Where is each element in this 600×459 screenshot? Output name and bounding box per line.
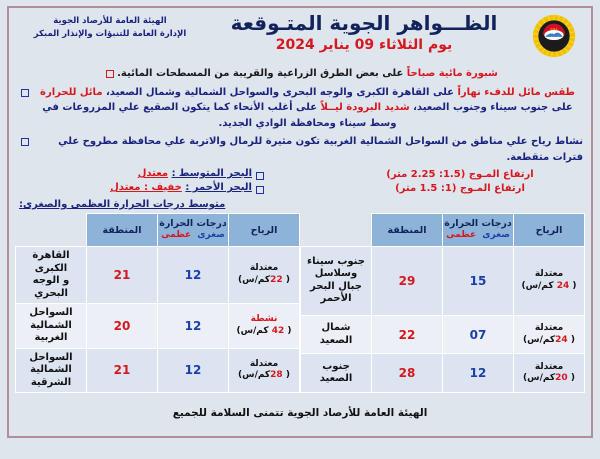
temperature-table-caption: متوسط درجات الحرارة العظمى والصغرى: — [19, 199, 226, 210]
min-temp-cell: 12 — [158, 348, 229, 393]
page-title: الظـــواهر الجوية المتـوقعة — [230, 11, 498, 35]
header — [9, 8, 591, 64]
wind-speed: ( 42 كم/س) — [236, 325, 292, 336]
region-cell: جنوب الصعيد — [301, 354, 372, 393]
temperature-tables — [9, 213, 591, 393]
wind-speed-value: 22 — [270, 275, 283, 285]
wind-speed: ( 22كم/س) — [238, 275, 290, 285]
table-row — [16, 247, 300, 304]
forecast-bullet-wind — [17, 134, 583, 165]
header-max-label: عظمى — [161, 229, 192, 240]
wind-state: معتدلة — [249, 263, 279, 274]
table-row — [301, 247, 585, 316]
bullet-square-icon — [256, 172, 264, 180]
svg-text:EMA: EMA — [550, 27, 558, 32]
wind-bullet-text — [32, 134, 583, 165]
forecast-bullet-temperature — [17, 85, 583, 132]
header-temps — [443, 214, 514, 247]
header-wind: الرياح — [514, 214, 585, 247]
wind-speed: ( 24 كم/س) — [521, 280, 577, 291]
table-head — [301, 214, 585, 247]
max-temp-cell: 29 — [372, 247, 443, 316]
table-header-row — [16, 214, 300, 247]
egypt-meteorological-authority-logo-icon — [531, 13, 577, 59]
header-min-label: صغرى — [197, 229, 225, 240]
header-temps-label: درجات الحرارة — [444, 218, 512, 230]
header-min-label: صغرى — [482, 229, 510, 240]
region-cell: السواحل الشمالية الغربية — [16, 304, 87, 349]
max-temp-cell: 22 — [372, 315, 443, 354]
min-temp-cell: 07 — [443, 315, 514, 354]
bullet-segment: نشاط رياح علي مناطق من السواحل الشمالية الغربية تكون مثيرة للرمال والاتربة علي محافظة مطروح علي فترات متقطعة. — [58, 136, 583, 163]
logo-container — [523, 11, 585, 59]
wind-speed-value: 20 — [555, 373, 568, 384]
agency-department: الإدارة العامة للتنبؤات والإنذار المبكر — [33, 28, 187, 39]
header-temps-sub — [443, 231, 513, 241]
bulletin-date: يوم الثلاثاء 09 يناير 2024 — [275, 37, 453, 53]
region-cell: شمال الصعيد — [301, 315, 372, 354]
bullet-square-icon — [21, 138, 29, 146]
red-sea-label — [110, 182, 252, 193]
mediterranean-name: البحر المتوسط : — [171, 168, 252, 179]
bullet-square-icon — [256, 186, 264, 194]
wind-cell — [229, 348, 300, 393]
bullet-segment: على بعض الطرق الزراعية والقريبة من المسطحات المائية. — [117, 68, 407, 79]
wind-cell — [514, 247, 585, 316]
bullet-segment: شديد البرودة ليــلاً — [320, 102, 410, 113]
wind-cell — [229, 247, 300, 304]
sea-conditions — [9, 168, 591, 194]
wind-speed: ( 24كم/س) — [523, 334, 575, 345]
bullet-segment: طقس مائل للدفء نهاراً — [457, 86, 575, 98]
wind-state: معتدلة — [534, 361, 564, 372]
bullet-segment: على القاهرة الكبرى والوجه البحرى والسواحل الشمالية وشمال الصعيد، — [102, 86, 458, 98]
fog-bullet-text — [117, 66, 498, 82]
forecast-bullet-fog — [17, 66, 583, 82]
agency-identity — [15, 11, 205, 41]
header-region: المنطقة — [87, 214, 158, 247]
red-sea-wave-height: ارتفاع المـوج (1: 1.5 متر) — [395, 182, 525, 194]
mediterranean-label-group — [17, 168, 267, 180]
mediterranean-wave-height: ارتفاع المـوج (1.5: 2.25 متر) — [386, 168, 534, 180]
table-row — [16, 304, 300, 349]
title-block — [205, 11, 523, 54]
header-wind: الرياح — [229, 214, 300, 247]
wind-cell — [514, 315, 585, 354]
table-row — [301, 354, 585, 393]
wind-speed-value: 24 — [555, 334, 568, 345]
min-temp-cell: 15 — [443, 247, 514, 316]
table-row — [301, 315, 585, 354]
temperature-bullet-text — [32, 85, 583, 132]
mediterranean-state: معتدل — [137, 168, 169, 179]
max-temp-cell: 20 — [87, 304, 158, 349]
min-temp-cell: 12 — [158, 247, 229, 304]
wind-speed-value: 24 — [556, 280, 570, 291]
red-sea-label-group — [17, 182, 267, 194]
table-header-row — [301, 214, 585, 247]
wind-state: نشطة — [250, 314, 278, 325]
mediterranean-label — [138, 168, 252, 179]
red-sea-name: البحر الأحمر : — [185, 182, 252, 193]
region-cell: جنوب سيناء وسلاسل جبال البحر الأحمر — [301, 247, 372, 316]
bullet-square-icon — [21, 89, 29, 97]
bullet-segment: مائل للحرارة — [40, 86, 103, 98]
wind-speed: ( 28كم/س) — [238, 370, 290, 381]
forecast-bullets — [9, 64, 591, 165]
region-cell: السواحل الشمالية الشرقية — [16, 348, 87, 393]
temperature-table-right — [15, 213, 300, 393]
wind-cell — [229, 304, 300, 349]
min-temp-cell: 12 — [158, 304, 229, 349]
header-region: المنطقة — [372, 214, 443, 247]
bullet-segment: شبورة مائية صباحاً — [406, 68, 498, 79]
min-temp-cell: 12 — [443, 354, 514, 393]
table-row — [16, 348, 300, 393]
max-temp-cell: 21 — [87, 247, 158, 304]
bullet-square-icon — [106, 70, 114, 78]
table-head — [16, 214, 300, 247]
sea-row-mediterranean — [9, 168, 591, 180]
header-temps-label: درجات الحرارة — [159, 218, 227, 230]
header-max-label: عظمى — [446, 229, 477, 240]
wind-speed: ( 20كم/س) — [523, 373, 575, 384]
bullet-segment: على جنوب سيناء وجنوب الصعيد، — [409, 102, 573, 113]
wind-state: معتدلة — [534, 322, 564, 333]
table-body-right — [16, 247, 300, 393]
agency-name: الهيئة العامة للأرصاد الجوية — [53, 16, 167, 26]
red-sea-state: خفيف : معتدل — [110, 182, 182, 193]
wind-cell — [514, 354, 585, 393]
header-temps — [158, 214, 229, 247]
wind-speed-value: 42 — [271, 325, 285, 336]
footer-message: الهيئة العامة للأرصاد الجوية تتمنى السلامة للجميع — [172, 407, 428, 419]
bulletin-frame — [7, 6, 593, 438]
max-temp-cell: 21 — [87, 348, 158, 393]
max-temp-cell: 28 — [372, 354, 443, 393]
region-cell: القاهرة الكبرى و الوجه البحري — [16, 247, 87, 304]
bullet-segment: على أغلب الأنحاء كما يتكون الصقيع علي المزروعات في وسط سيناء ومحافظة الوادي الجديد. — [42, 102, 397, 129]
wind-state: معتدلة — [534, 269, 564, 280]
wind-speed-value: 28 — [270, 370, 283, 381]
table-body-left — [301, 247, 585, 393]
wind-state: معتدلة — [249, 358, 279, 369]
temperature-table-left — [300, 213, 585, 393]
header-temps-sub — [158, 231, 228, 241]
sea-row-red-sea — [9, 182, 591, 194]
